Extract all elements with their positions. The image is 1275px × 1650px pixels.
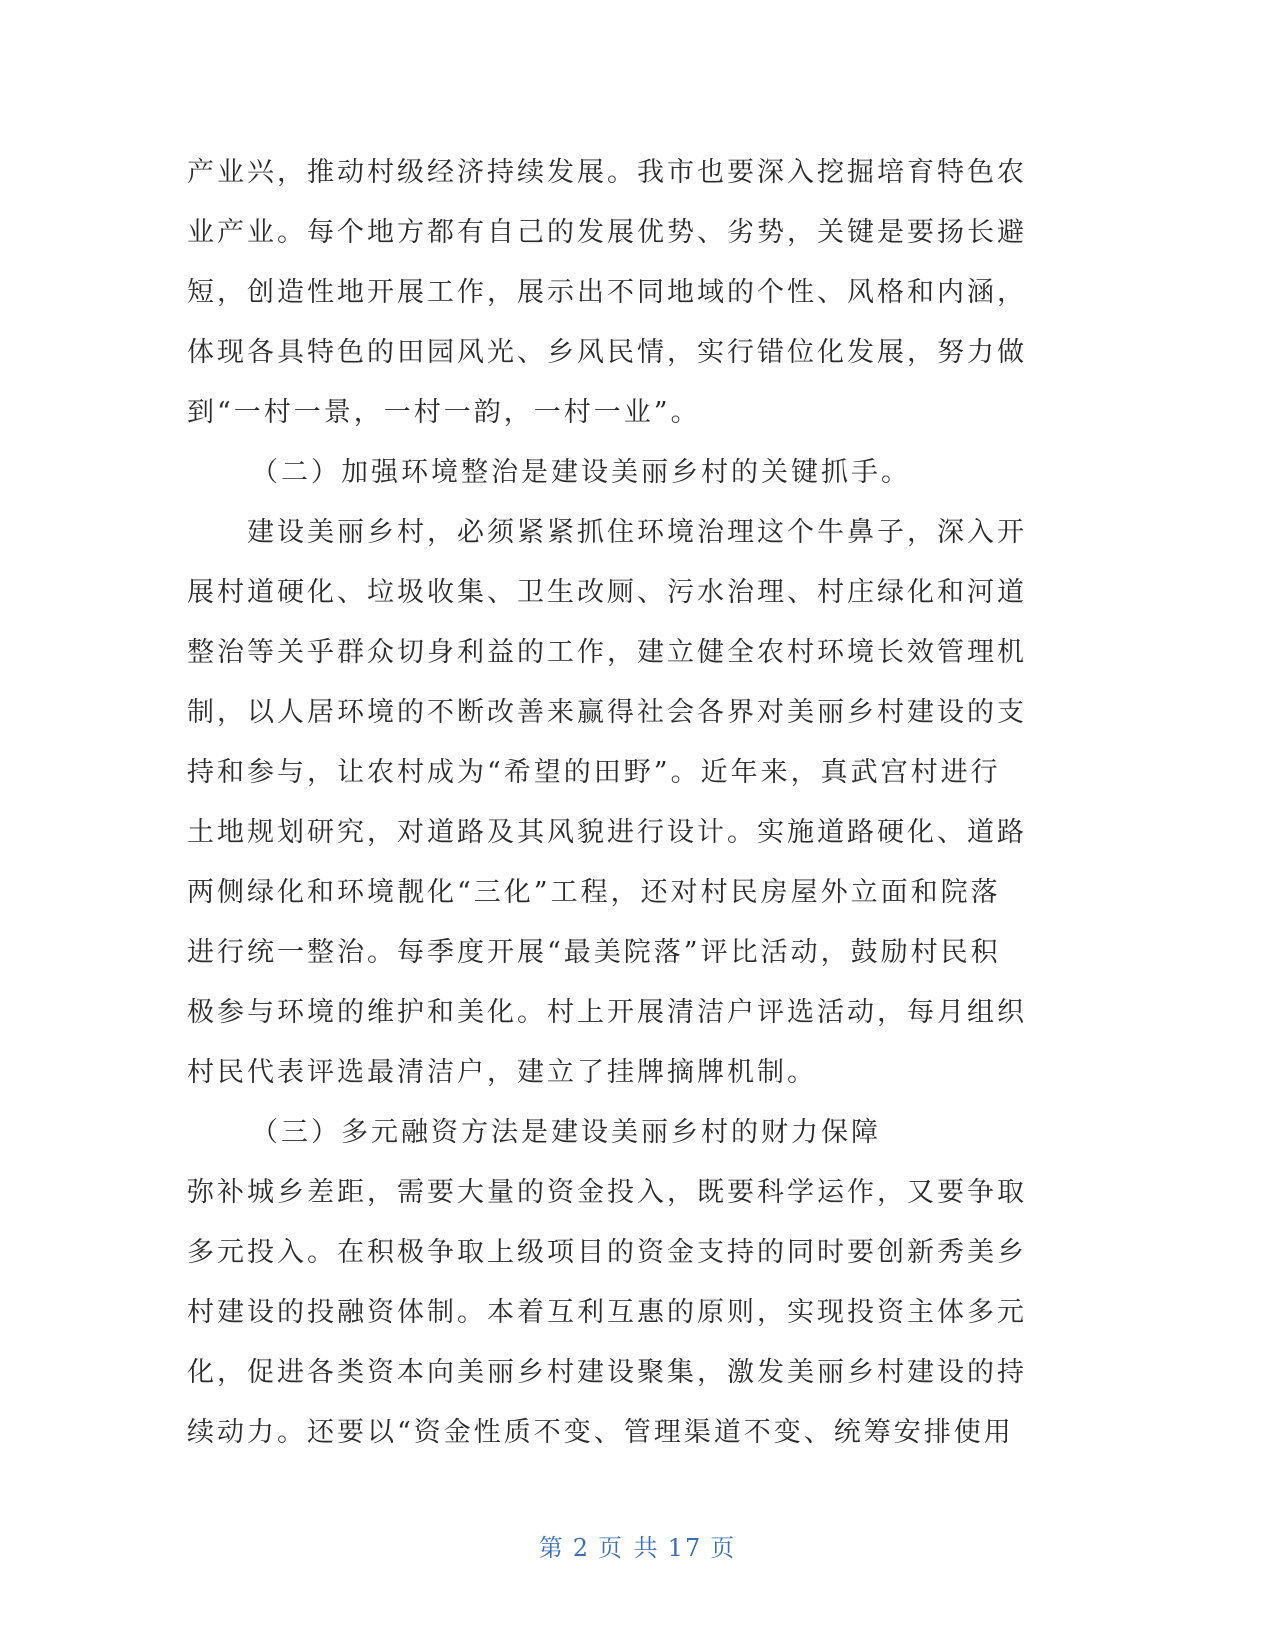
paragraph-environment bbox=[187, 503, 1057, 1103]
text-line: 两侧绿化和环境靓化“三化”工程，还对村民房屋外立面和院落 bbox=[187, 877, 1001, 908]
text-line: 村建设的投融资体制。本着互利互惠的原则，实现投资主体多元 bbox=[187, 1297, 1027, 1328]
footer-middle: 页 共 bbox=[598, 1534, 660, 1562]
text-line: 整治等关乎群众切身利益的工作，建立健全农村环境长效管理机 bbox=[187, 637, 1027, 668]
heading-text: （三）多元融资方法是建设美丽乡村的财力保障 bbox=[251, 1117, 881, 1148]
text-line: 多元投入。在积极争取上级项目的资金支持的同时要创新秀美乡 bbox=[187, 1237, 1027, 1268]
total-page-count: 17 bbox=[667, 1534, 703, 1562]
text-line: 极参与环境的维护和美化。村上开展清洁户评选活动，每月组织 bbox=[187, 997, 1027, 1028]
footer-prefix: 第 bbox=[538, 1534, 565, 1562]
page-footer bbox=[0, 1528, 1275, 1563]
text-line: 弥补城乡差距，需要大量的资金投入，既要科学运作，又要争取 bbox=[187, 1177, 1027, 1208]
text-line: 到“一村一景，一村一韵，一村一业”。 bbox=[187, 397, 701, 428]
text-line: 展村道硬化、垃圾收集、卫生改厕、污水治理、村庄绿化和河道 bbox=[187, 577, 1027, 608]
text-line: 持和参与，让农村成为“希望的田野”。近年来，真武宫村进行 bbox=[187, 757, 1001, 788]
section-heading-2 bbox=[187, 443, 1057, 503]
text-line: 续动力。还要以“资金性质不变、管理渠道不变、统筹安排使用 bbox=[187, 1417, 1014, 1448]
text-line: 体现各具特色的田园风光、乡风民情，实行错位化发展，努力做 bbox=[187, 337, 1027, 368]
text-line: 进行统一整治。每季度开展“最美院落”评比活动，鼓励村民积 bbox=[187, 937, 1001, 968]
text-line: 短，创造性地开展工作，展示出不同地域的个性、风格和内涵， bbox=[187, 277, 1027, 308]
text-line: 土地规划研究，对道路及其风貌进行设计。实施道路硬化、道路 bbox=[187, 817, 1027, 848]
section-heading-3 bbox=[187, 1103, 1057, 1163]
text-line: 化，促进各类资本向美丽乡村建设聚集，激发美丽乡村建设的持 bbox=[187, 1357, 1027, 1388]
heading-text: （二）加强环境整治是建设美丽乡村的关键抓手。 bbox=[251, 457, 911, 488]
text-line: 产业兴，推动村级经济持续发展。我市也要深入挖掘培育特色农 bbox=[187, 157, 1027, 188]
text-line: 建设美丽乡村，必须紧紧抓住环境治理这个牛鼻子，深入开 bbox=[247, 517, 1027, 548]
text-line: 制，以人居环境的不断改善来赢得社会各界对美丽乡村建设的支 bbox=[187, 697, 1027, 728]
text-line: 村民代表评选最清洁户，建立了挂牌摘牌机制。 bbox=[187, 1057, 817, 1088]
paragraph-financing bbox=[187, 1163, 1057, 1463]
footer-suffix: 页 bbox=[710, 1534, 737, 1562]
document-body bbox=[187, 143, 1057, 1463]
paragraph-continuation bbox=[187, 143, 1057, 443]
current-page-number: 2 bbox=[572, 1534, 591, 1562]
text-line: 业产业。每个地方都有自己的发展优势、劣势，关键是要扬长避 bbox=[187, 217, 1027, 248]
